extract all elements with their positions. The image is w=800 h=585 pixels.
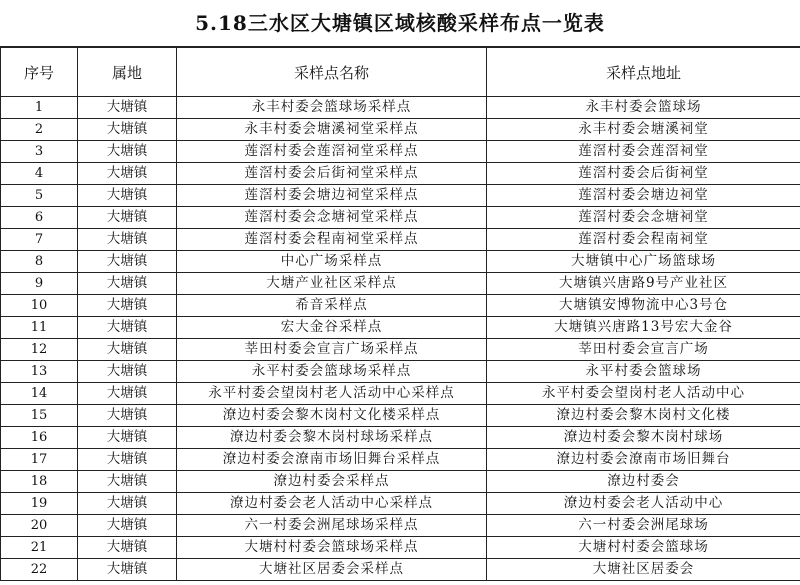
sampling-point-name-cell: 希音采样点: [177, 295, 487, 317]
sampling-point-name-cell: 潦边村委会采样点: [177, 471, 487, 493]
table-row: [1, 383, 800, 405]
sampling-point-name-cell: 莲滘村委会念塘祠堂采样点: [177, 207, 487, 229]
row-number-cell: 7: [1, 229, 78, 251]
table-row: [1, 339, 800, 361]
sampling-point-name-cell: 永平村委会篮球场采样点: [177, 361, 487, 383]
sampling-point-name-cell: 六一村委会洲尾球场采样点: [177, 515, 487, 537]
sampling-point-address-cell: 大塘镇安博物流中心3号仓: [487, 295, 800, 317]
town-cell: 大塘镇: [78, 163, 177, 185]
sampling-point-address-cell: 莲滘村委会塘边祠堂: [487, 185, 800, 207]
table-body: [1, 97, 800, 581]
row-number-cell: 17: [1, 449, 78, 471]
sampling-point-name-cell: 莲滘村委会程南祠堂采样点: [177, 229, 487, 251]
sampling-point-name-cell: 莲滘村委会后街祠堂采样点: [177, 163, 487, 185]
sampling-point-address-cell: 永丰村委会塘溪祠堂: [487, 119, 800, 141]
row-number-cell: 12: [1, 339, 78, 361]
row-number-cell: 18: [1, 471, 78, 493]
table-row: [1, 141, 800, 163]
table-row: [1, 185, 800, 207]
town-cell: 大塘镇: [78, 537, 177, 559]
sampling-point-name-cell: 永丰村委会篮球场采样点: [177, 97, 487, 119]
row-number-cell: 9: [1, 273, 78, 295]
sampling-point-address-cell: 莲滘村委会莲滘祠堂: [487, 141, 800, 163]
sampling-point-address-cell: 永丰村委会篮球场: [487, 97, 800, 119]
sampling-point-address-cell: 莘田村委会宣言广场: [487, 339, 800, 361]
town-cell: 大塘镇: [78, 405, 177, 427]
row-number-cell: 6: [1, 207, 78, 229]
town-cell: 大塘镇: [78, 97, 177, 119]
table-row: [1, 515, 800, 537]
row-number-cell: 8: [1, 251, 78, 273]
column-header-address: 采样点地址: [487, 48, 800, 97]
town-cell: 大塘镇: [78, 273, 177, 295]
sampling-point-address-cell: 潦边村委会黎木岗村文化楼: [487, 405, 800, 427]
table-row: [1, 449, 800, 471]
sampling-point-address-cell: 潦边村委会: [487, 471, 800, 493]
table-title: 5.18三水区大塘镇区域核酸采样布点一览表: [0, 0, 800, 47]
sampling-point-address-cell: 潦边村委会老人活动中心: [487, 493, 800, 515]
town-cell: 大塘镇: [78, 295, 177, 317]
row-number-cell: 4: [1, 163, 78, 185]
column-header-name: 采样点名称: [177, 48, 487, 97]
column-header-no: 序号: [1, 48, 78, 97]
sampling-point-name-cell: 潦边村委会黎木岗村球场采样点: [177, 427, 487, 449]
sampling-point-name-cell: 莲滘村委会塘边祠堂采样点: [177, 185, 487, 207]
town-cell: 大塘镇: [78, 361, 177, 383]
column-header-town: 属地: [78, 48, 177, 97]
sampling-point-address-cell: 潦边村委会潦南市场旧舞台: [487, 449, 800, 471]
sampling-point-name-cell: 永丰村委会塘溪祠堂采样点: [177, 119, 487, 141]
row-number-cell: 15: [1, 405, 78, 427]
town-cell: 大塘镇: [78, 251, 177, 273]
town-cell: 大塘镇: [78, 229, 177, 251]
sampling-point-address-cell: 潦边村委会黎木岗村球场: [487, 427, 800, 449]
table-row: [1, 97, 800, 119]
sampling-point-address-cell: 大塘社区居委会: [487, 559, 800, 581]
header-row: [1, 48, 800, 97]
table-row: [1, 317, 800, 339]
town-cell: 大塘镇: [78, 141, 177, 163]
sampling-point-address-cell: 大塘镇中心广场篮球场: [487, 251, 800, 273]
town-cell: 大塘镇: [78, 119, 177, 141]
table-row: [1, 537, 800, 559]
table-row: [1, 273, 800, 295]
town-cell: 大塘镇: [78, 471, 177, 493]
sampling-point-name-cell: 潦边村委会潦南市场旧舞台采样点: [177, 449, 487, 471]
table-row: [1, 405, 800, 427]
sampling-point-name-cell: 大塘社区居委会采样点: [177, 559, 487, 581]
sampling-point-name-cell: 潦边村委会黎木岗村文化楼采样点: [177, 405, 487, 427]
table-row: [1, 295, 800, 317]
town-cell: 大塘镇: [78, 515, 177, 537]
table-row: [1, 427, 800, 449]
sampling-point-name-cell: 宏大金谷采样点: [177, 317, 487, 339]
row-number-cell: 16: [1, 427, 78, 449]
town-cell: 大塘镇: [78, 427, 177, 449]
sampling-point-address-cell: 大塘村村委会篮球场: [487, 537, 800, 559]
sampling-point-address-cell: 大塘镇兴唐路9号产业社区: [487, 273, 800, 295]
town-cell: 大塘镇: [78, 339, 177, 361]
row-number-cell: 5: [1, 185, 78, 207]
sampling-point-address-cell: 莲滘村委会后街祠堂: [487, 163, 800, 185]
table-row: [1, 559, 800, 581]
row-number-cell: 13: [1, 361, 78, 383]
sampling-point-name-cell: 莲滘村委会莲滘祠堂采样点: [177, 141, 487, 163]
row-number-cell: 2: [1, 119, 78, 141]
sampling-point-name-cell: 莘田村委会宣言广场采样点: [177, 339, 487, 361]
row-number-cell: 19: [1, 493, 78, 515]
row-number-cell: 10: [1, 295, 78, 317]
table-row: [1, 361, 800, 383]
sampling-point-name-cell: 永平村委会望岗村老人活动中心采样点: [177, 383, 487, 405]
sampling-point-name-cell: 潦边村委会老人活动中心采样点: [177, 493, 487, 515]
town-cell: 大塘镇: [78, 559, 177, 581]
table-row: [1, 207, 800, 229]
sampling-point-address-cell: 永平村委会篮球场: [487, 361, 800, 383]
row-number-cell: 20: [1, 515, 78, 537]
sampling-point-address-cell: 莲滘村委会程南祠堂: [487, 229, 800, 251]
sampling-point-name-cell: 大塘村村委会篮球场采样点: [177, 537, 487, 559]
sampling-point-address-cell: 莲滘村委会念塘祠堂: [487, 207, 800, 229]
sampling-point-name-cell: 大塘产业社区采样点: [177, 273, 487, 295]
town-cell: 大塘镇: [78, 207, 177, 229]
row-number-cell: 11: [1, 317, 78, 339]
table-row: [1, 229, 800, 251]
table-row: [1, 163, 800, 185]
sampling-point-address-cell: 大塘镇兴唐路13号宏大金谷: [487, 317, 800, 339]
town-cell: 大塘镇: [78, 317, 177, 339]
sampling-point-address-cell: 六一村委会洲尾球场: [487, 515, 800, 537]
sampling-point-address-cell: 永平村委会望岗村老人活动中心: [487, 383, 800, 405]
sampling-points-table: [0, 47, 800, 581]
town-cell: 大塘镇: [78, 493, 177, 515]
table-row: [1, 251, 800, 273]
row-number-cell: 1: [1, 97, 78, 119]
table-row: [1, 119, 800, 141]
table-row: [1, 493, 800, 515]
town-cell: 大塘镇: [78, 185, 177, 207]
row-number-cell: 3: [1, 141, 78, 163]
row-number-cell: 21: [1, 537, 78, 559]
sampling-point-name-cell: 中心广场采样点: [177, 251, 487, 273]
town-cell: 大塘镇: [78, 383, 177, 405]
row-number-cell: 22: [1, 559, 78, 581]
row-number-cell: 14: [1, 383, 78, 405]
table-row: [1, 471, 800, 493]
town-cell: 大塘镇: [78, 449, 177, 471]
